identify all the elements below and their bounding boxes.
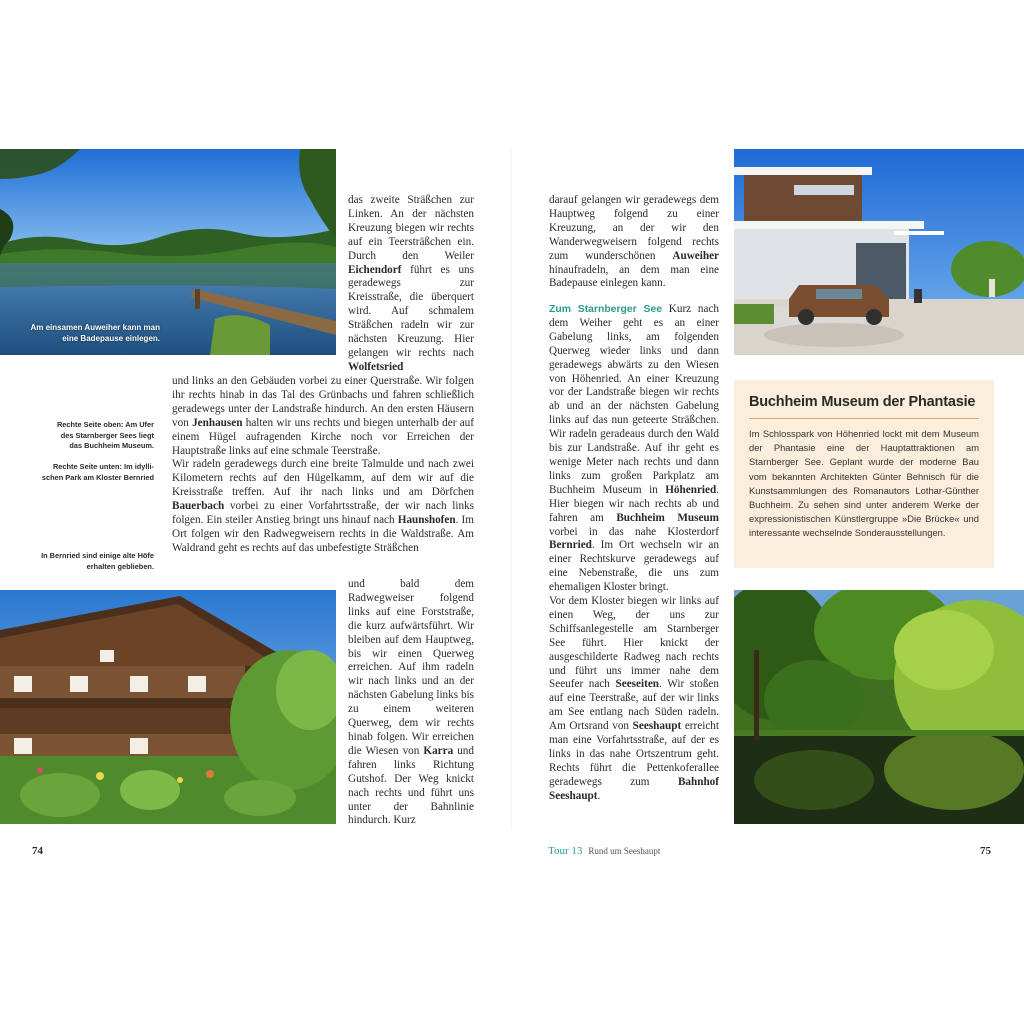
info-box-buchheim-museum [734, 380, 994, 568]
photo-auweiher [0, 149, 336, 355]
caption-line: In Bernried sind einige alte Höfe [41, 551, 154, 560]
paragraph-right-1: darauf gelangen wir geradewegs dem Hauptweg folgend zu einer Kreuzung, an der wir den Wanderwegweisern folgend rechts zum wunderschönen Auweiher hinaufradeln, an dem man eine Badepause einlegen kann. [549, 194, 719, 290]
info-box-title: Buchheim Museum der Phantasie [749, 394, 979, 419]
side-caption-rechte-unten [20, 462, 154, 483]
caption-line: Rechte Seite oben: Am Ufer [56, 420, 154, 429]
paragraph-left-narrow-1: das zweite Sträßchen zur Linken. An der nächsten Kreuzung biegen wir rechts auf ein Teersträßchen ein. Durch den Weiler Eichendorf führt es uns geradewegs zur Kreisstraße, die überquert wird. Auf schmalem Sträßchen radeln wir zur nächsten Kreuzung. Hier gelangen wir rechts nach Wolfetsried [348, 194, 474, 373]
photo-kloster-park [734, 590, 1024, 824]
caption-line: erhalten geblieben. [86, 561, 154, 571]
caption-line: Rechte Seite unten: Im idylli- [52, 462, 154, 471]
photo-bernried-farmhouse [0, 590, 336, 824]
photo-buchheim-museum [734, 149, 1024, 355]
side-caption-bernried [20, 551, 154, 572]
paragraph-right-2-body: Kurz nach dem Weiher geht es an einer Gabelung links, am folgenden Querweg wieder links und dann geradewegs abwärts zu den Wiesen von Höhenried. An einer Kreuzung vor der Landstraße biegen wir rechts ab und an der nächsten Gabelung links auf das nun geteerte Sträßchen. Wir radeln geradeaus durch den Wald bis zur Landstraße. Auf ihr geht es wenige Meter nach rechts und dann links zum großen Parkplatz am Buchheim Museum in Höhenried. Hier biegen wir nach rechts ab und fahren am Buchheim Museum vorbei in das nahe Klosterdorf Bernried. Im Ort wechseln wir an einer Rechtskurve geradewegs auf eine Nebenstraße, die uns zum ehemaligen Kloster bringt. Vor dem Kloster biegen wir links auf einen Weg, der uns zur Schiffsanlegestelle am Starnberger See führt. Hier knickt der ausgeschilderte Radweg nach rechts und führt uns immer nahe dem Seeufer nach Seeseiten. Wir stoßen auf eine Teerstraße, auf der wir links am See entlang nach Süden radeln. Am Ortsrand von Seeshaupt erreicht man eine Vorfahrtsstraße, auf der es links in das nahe Ortszentrum geht. Rechts führt die Pettenkoferallee geradewegs zum Bahnhof Seeshaupt. [549, 303, 720, 802]
side-caption-rechte-oben [20, 420, 154, 452]
page-number-left: 74 [32, 845, 43, 857]
caption-line: Am einsamen Auweiher kann man [30, 323, 160, 333]
paragraph-right-2 [549, 303, 719, 804]
footer-tour [548, 845, 660, 857]
caption-line: das Buchheim Museum. [69, 441, 154, 451]
page-number-right: 75 [980, 845, 991, 857]
footer-tour-label: Tour 13 [548, 845, 583, 857]
paragraph-left-wide: und links an den Gebäuden vorbei zu einer Querstraße. Wir folgen ihr rechts hinab in das Tal des Grünbachs und fahren schließlich geradewegs unter der Landstraße hindurch. An den ersten Häusern von Jenhausen halten wir uns rechts und biegen unterhalb der auf einem Hügel aufragenden Kirche noch vor Erreichen der Hauptstraße links auf eine schmale Teerstraße. Wir radeln geradewegs durch eine breite Talmulde und nach zwei Kilometern rechts auf den Hügelkamm, auf dem wir auf die Kreisstraße treffen. Auf ihr nach links und am Dörfchen Bauerbach vorbei zu einer Vorfahrtsstraße, der wir nach links folgen. Ein steiler Anstieg bringt uns hinauf nach Haunshofen. Im Ort folgen wir den Radwegweisern rechts in die Waldstraße. Am Waldrand geht es rechts auf das unbefestigte Sträßchen [172, 375, 475, 554]
photo-caption-auweiher [20, 323, 160, 345]
paragraph-left-narrow-2: und bald dem Radwegweiser folgend links auf eine Forststraße, die kurz aufwärtsführt. Wir bleiben auf dem Hauptweg, bis wir einen Querweg erreichen. Auf ihm radeln wir nach links und an der nächsten Gabelung links bis zu einem weiteren Querweg, dem wir rechts hinab folgen. Wir erreichen die Wiesen von Karra und fahren links Richtung Gutshof. Der Weg knickt nach rechts und führt uns unter der Bahnlinie hindurch. Kurz [348, 578, 474, 827]
caption-line: eine Badepause einlegen. [62, 334, 160, 344]
page-gutter [511, 150, 512, 830]
info-box-body: Im Schlosspark von Höhenried lockt mit dem Museum der Phantasie eine der Hauptattraktionen am Starnberger See. Geplant wurde der moderne Bau vom bekannten Architekten Günter Behnisch für die Kunstsammlungen des Romanautors Lothar-Günther Buchheim. Zu sehen sind unter anderem Werke der expressionistischen Künstlergruppe »Die Brücke« und interessante wechselnde Sonderausstellungen. [749, 428, 979, 539]
caption-line: des Starnberger Sees liegt [60, 430, 154, 440]
subhead-zum-starnberger-see: Zum Starnberger See [549, 304, 663, 315]
footer-route: Rund um Seeshaupt [588, 846, 661, 856]
caption-line: schen Park am Kloster Bernried [41, 472, 154, 482]
